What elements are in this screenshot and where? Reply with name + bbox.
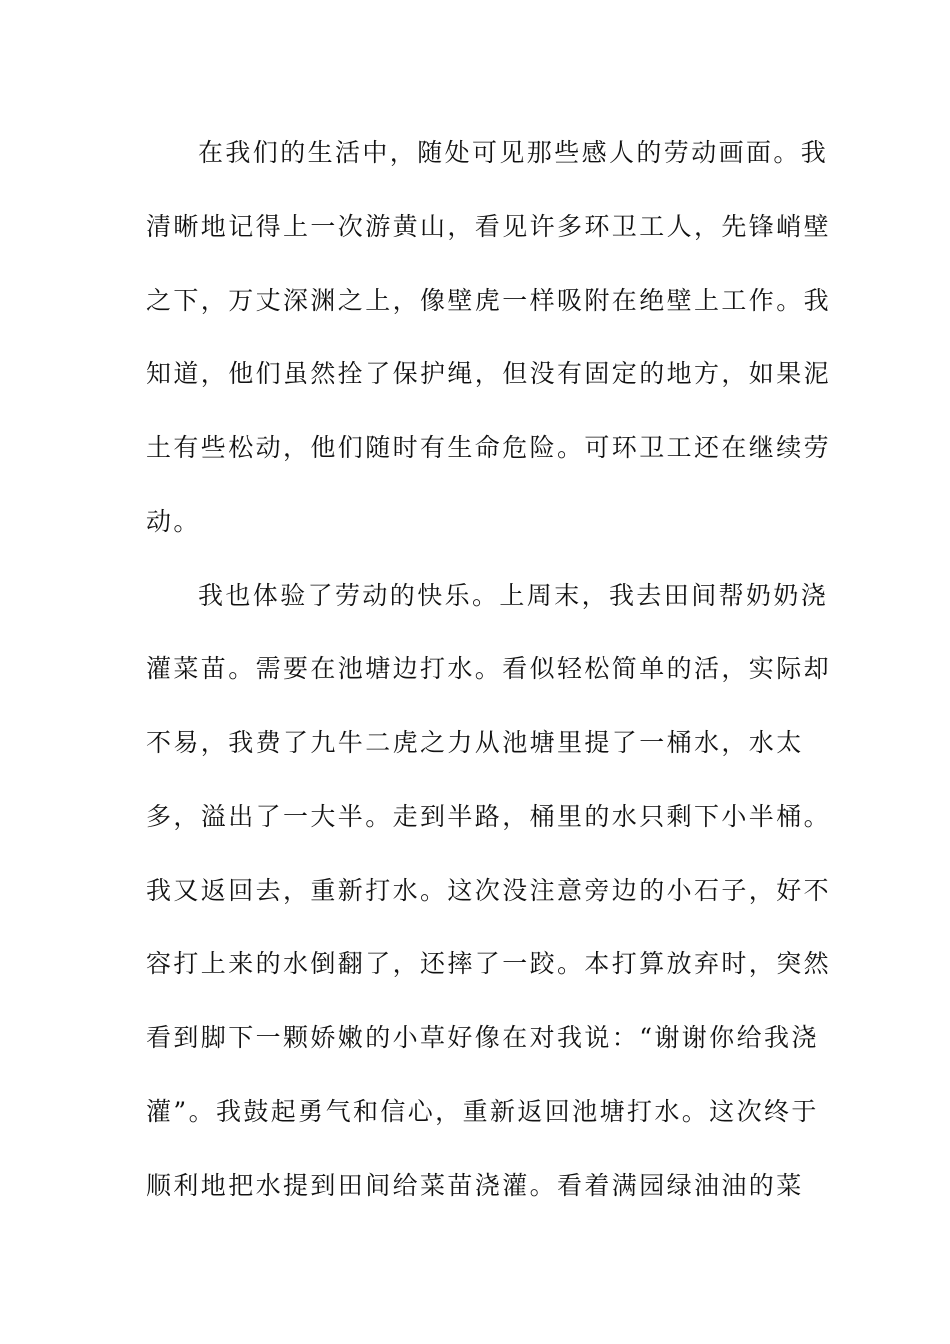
paragraph-1: [146, 131, 832, 574]
paragraph-1-line-4: 知道，他们虽然拴了保护绳，但没有固定的地方，如果泥: [146, 359, 832, 389]
paragraph-2-line-4: 多，溢出了一大半。走到半路，桶里的水只剩下小半桶。: [146, 801, 832, 831]
essay-body: [146, 131, 832, 1237]
paragraph-1-line-2: 清晰地记得上一次游黄山，看见许多环卫工人，先锋峭壁: [146, 211, 832, 241]
paragraph-2: [146, 574, 832, 1238]
paragraph-2-line-8: 灌”。我鼓起勇气和信心，重新返回池塘打水。这次终于: [146, 1096, 819, 1126]
paragraph-2-line-6: 容打上来的水倒翻了，还摔了一跤。本打算放弃时，突然: [146, 949, 832, 979]
paragraph-2-line-2: 灌菜苗。需要在池塘边打水。看似轻松简单的活，实际却: [146, 654, 832, 684]
paragraph-1-line-1: 在我们的生活中，随处可见那些感人的劳动画面。我: [198, 138, 829, 167]
paragraph-2-line-9: 顺利地把水提到田间给菜苗浇灌。看着满园绿油油的菜: [146, 1170, 804, 1200]
paragraph-2-line-3: 不易，我费了九牛二虎之力从池塘里提了一桶水，水太: [146, 728, 804, 757]
paragraph-1-line-6: 动。: [146, 506, 201, 536]
paragraph-2-line-5: 我又返回去，重新打水。这次没注意旁边的小石子，好不: [146, 875, 832, 905]
paragraph-1-line-3: 之下，万丈深渊之上，像壁虎一样吸附在绝壁上工作。我: [146, 285, 832, 315]
paragraph-1-line-5: 土有些松动，他们随时有生命危险。可环卫工还在继续劳: [146, 433, 832, 462]
paragraph-2-line-1: 我也体验了劳动的快乐。上周末，我去田间帮奶奶浇: [198, 580, 829, 610]
paragraph-2-line-7: 看到脚下一颗娇嫩的小草好像在对我说：“谢谢你给我浇: [146, 1023, 819, 1052]
